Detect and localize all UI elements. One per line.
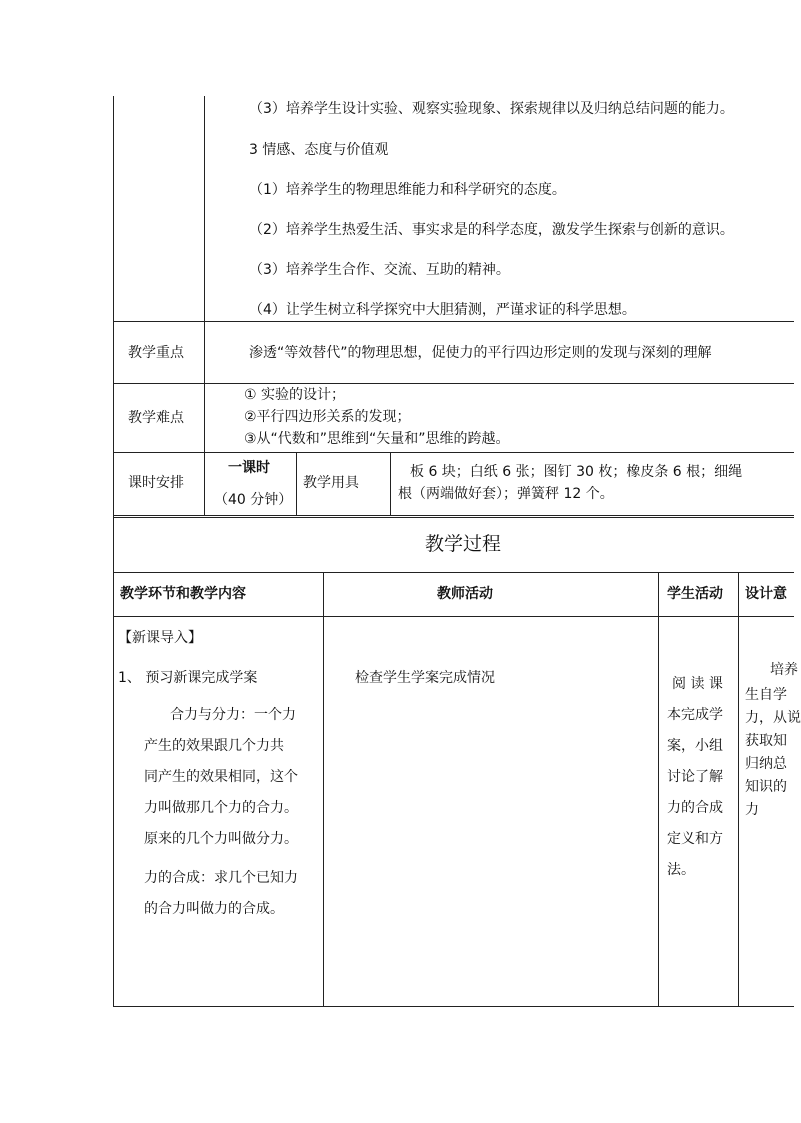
process-title: 教学过程 (425, 533, 502, 555)
design-column (739, 617, 801, 1006)
tools-line2: 根（两端做好套）；弹簧秤 12 个。 (398, 486, 614, 502)
student-line: 阅 读 课 (672, 676, 723, 692)
objective-item-4: （4）让学生树立科学探究中大胆猜测，严谨求证的科学思想。 (249, 302, 636, 318)
student-line: 法。 (667, 862, 695, 878)
process-col-divider-1 (323, 572, 324, 1007)
schedule-label: 课时安排 (128, 475, 184, 491)
design-line: 生自学 (745, 687, 787, 703)
table-left-border (113, 96, 114, 1007)
student-line: 力的合成 (667, 800, 723, 816)
label-column-divider (204, 96, 205, 516)
row-divider-schedule-bottom-2 (113, 517, 794, 518)
para2-line: 的合力叫做力的合成。 (144, 901, 284, 917)
row-divider-keypoints-top (113, 321, 794, 322)
process-title-bottom (113, 572, 794, 573)
student-line: 案，小组 (667, 738, 723, 754)
key-points-text: 渗透“等效替代”的物理思想，促使力的平行四边形定则的发现与深刻的理解 (249, 345, 712, 361)
design-line: 知识的 (745, 779, 787, 795)
para1-line: 力叫做那几个力的合力。 (144, 800, 298, 816)
section3-title: 3 情感、态度与价值观 (249, 142, 389, 158)
objective-item-3: （3）培养学生合作、交流、互助的精神。 (249, 262, 510, 278)
student-line: 讨论了解 (667, 769, 723, 785)
process-header-bottom (113, 616, 794, 617)
para1-line: 合力与分力：一个力 (170, 707, 296, 723)
para2-line: 力的合成：求几个已知力 (144, 870, 298, 886)
schedule-value-line1: 一课时 (228, 460, 270, 476)
header-student: 学生活动 (667, 586, 723, 602)
difficulties-label: 教学难点 (128, 410, 184, 426)
difficulty-item-3: ③从“代数和”思维到“矢量和”思维的跨越。 (244, 431, 510, 447)
para1-line: 同产生的效果相同，这个 (144, 769, 298, 785)
student-line: 定义和方 (667, 831, 723, 847)
design-line: 力 (745, 802, 759, 818)
section-label: 【新课导入】 (118, 630, 202, 646)
step-1: 1、 预习新课完成学案 (118, 670, 258, 686)
design-line: 培养 (770, 662, 798, 678)
design-line: 获取知 (745, 733, 787, 749)
header-teacher: 教师活动 (437, 586, 493, 602)
difficulty-item-2: ②平行四边形关系的发现； (244, 409, 411, 425)
objective-item-2: （2）培养学生热爱生活、事实求是的科学态度，激发学生探索与创新的意识。 (249, 222, 734, 238)
schedule-divider-1 (296, 452, 297, 516)
design-line: 归纳总 (745, 756, 787, 772)
teacher-activity: 检查学生学案完成情况 (355, 670, 495, 686)
schedule-divider-2 (390, 452, 391, 516)
objective-item-1: （1）培养学生的物理思维能力和科学研究的态度。 (249, 182, 566, 198)
header-content: 教学环节和教学内容 (120, 586, 246, 602)
row-divider-difficulties-top (113, 383, 794, 384)
row-divider-schedule-bottom (113, 515, 794, 516)
header-design: 设计意 (745, 586, 787, 602)
schedule-value-line2: （40 分钟） (214, 492, 293, 508)
objective-line-3: （3）培养学生设计实验、观察实验现象、探索规律以及归纳总结问题的能力。 (249, 101, 734, 117)
tools-line1: 板 6 块；白纸 6 张；图钉 30 枚；橡皮条 6 根；细绳 (410, 464, 743, 480)
difficulty-item-1: ① 实验的设计； (244, 387, 346, 403)
table-bottom-border (113, 1006, 794, 1007)
para1-line: 产生的效果跟几个力共 (144, 738, 284, 754)
key-points-label: 教学重点 (128, 345, 184, 361)
student-line: 本完成学 (667, 707, 723, 723)
process-col-divider-2 (658, 572, 659, 1007)
tools-label: 教学用具 (303, 475, 359, 491)
para1-line: 原来的几个力叫做分力。 (144, 831, 298, 847)
design-line: 力，从说 (745, 710, 801, 726)
row-divider-schedule-top (113, 452, 794, 453)
